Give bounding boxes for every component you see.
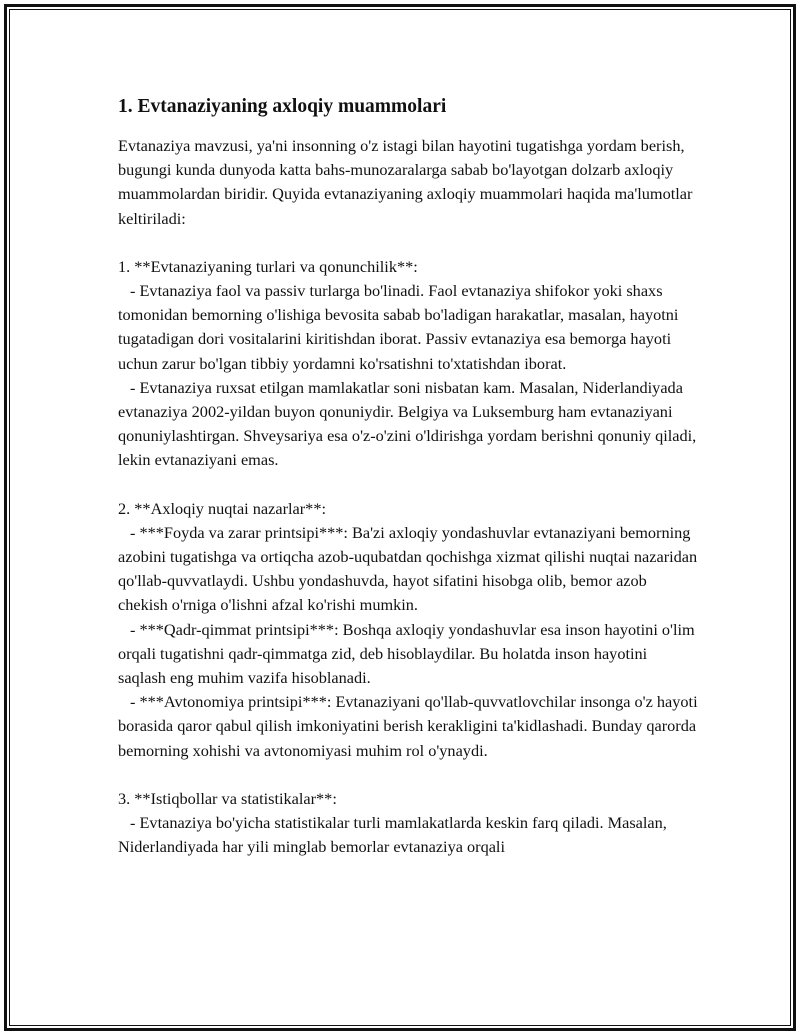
section-types-and-law	[118, 255, 698, 473]
list-item: - Evtanaziya bo'yicha statistikalar turli mamlakatlarda keskin farq qiladi. Masalan, Niderlandiyada har yili minglab bemorlar evtanaziya orqali	[118, 813, 667, 857]
list-item: - Evtanaziya faol va passiv turlarga bo'linadi. Faol evtanaziya shifokor yoki shaxs tomonidan bemorning o'lishiga bevosita sabab bo'ladigan harakatlar, masalan, hayotni tugatadigan dori vositalarini kiritishdan iborat. Passiv evtanaziya esa bemorga hayoti uchun zarur bo'lgan tibbiy yordamni ko'rsatishni to'xtatishdan iborat.	[118, 281, 679, 373]
list-item: - Evtanaziya ruxsat etilgan mamlakatlar soni nisbatan kam. Masalan, Niderlandiyada evtanaziya 2002-yildan buyon qonuniydir. Belgiya va Luksemburg ham evtanaziyani qonuniylashtirgan. Shveysariya esa o'z-o'zini o'ldirishga yordam berishni qonuniy qiladi, lekin evtanaziyani emas.	[118, 377, 697, 470]
section-heading: 1. **Evtanaziyaning turlari va qonunchilik**:	[118, 256, 418, 276]
list-item: - ***Foyda va zarar printsipi***: Ba'zi axloqiy yondashuvlar evtanaziyani bemorning azobini tugatishga va ortiqcha azob-uqubatdan qochishga xizmat qilishi nuqtai nazaridan qo'llab-quvvatlaydi. Ushbu yondashuvda, hayot sifatini hisobga olib, bemor azob chekish o'rniga o'lishni afzal ko'rishi mumkin.	[118, 522, 698, 615]
list-item: - ***Qadr-qimmat printsipi***: Boshqa axloqiy yondashuvlar esa inson hayotini o'lim orqali tugatishni qadr-qimmatga zid, deb hisoblaydilar. Bu holatda inson hayotini saqlash eng muhim vazifa hisoblanadi.	[118, 619, 695, 688]
section-ethical-views	[118, 497, 698, 763]
intro-paragraph: Evtanaziya mavzusi, ya'ni insonning o'z istagi bilan hayotini tugatishga yordam berish, bugungi kunda dunyoda katta bahs-munozaralarga sabab bo'layotgan dolzarb axloqiy muammolardan biridir. Quyida evtanaziyaning axloqiy muammolari haqida ma'lumotlar keltiriladi:	[118, 136, 693, 228]
section-prospects-and-statistics	[118, 787, 698, 860]
section-heading: 3. **Istiqbollar va statistikalar**:	[118, 788, 337, 808]
document-body	[118, 94, 698, 883]
section-heading: 2. **Axloqiy nuqtai nazarlar**:	[118, 498, 326, 518]
document-title: 1. Evtanaziyaning axloqiy muammolari	[118, 96, 447, 117]
list-item: - ***Avtonomiya printsipi***: Evtanaziyani qo'llab-quvvatlovchilar insonga o'z hayoti borasida qaror qabul qilish imkoniyatini berish kerakligini ta'kidlashadi. Bunday qarorda bemorning xohishi va avtonomiyasi muhim rol o'ynaydi.	[118, 692, 698, 760]
